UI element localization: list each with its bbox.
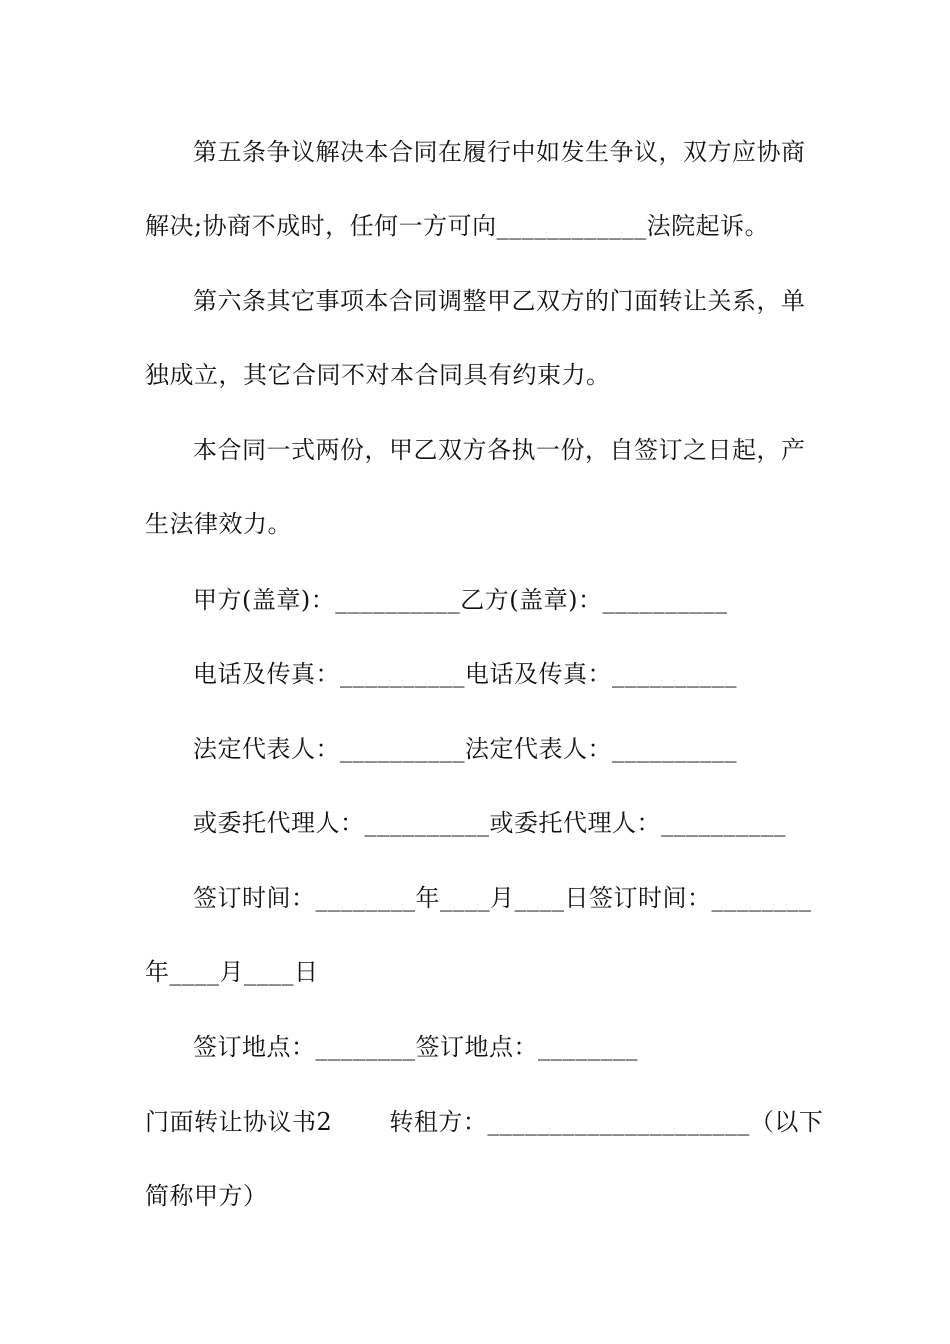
signing-date-line-1: 签订时间：________年____月____日签订时间：________ [193,884,812,912]
article-5-line-1: 第五条争议解决本合同在履行中如发生争议，双方应协商 [193,138,806,166]
party-seal-line: 甲方(盖章)：__________乙方(盖章)：__________ [193,586,728,614]
article-6-line-2: 独成立，其它合同不对本合同具有约束力。 [145,361,611,389]
copies-clause-line-2: 生法律效力。 [145,510,292,538]
signing-place-line: 签订地点：________签订地点：________ [193,1033,638,1061]
phone-fax-line: 电话及传真：__________电话及传真：__________ [193,660,737,688]
authorized-agent-line: 或委托代理人：__________或委托代理人：__________ [193,809,786,837]
copies-clause-line-1: 本合同一式两份，甲乙双方各执一份，自签订之日起，产 [193,436,806,464]
signing-date-line-2: 年____月____日 [145,958,319,986]
agreement-2-party-line: 简称甲方） [145,1182,268,1210]
legal-representative-line: 法定代表人：__________法定代表人：__________ [193,735,737,763]
article-6-line-1: 第六条其它事项本合同调整甲乙双方的门面转让关系，单 [193,287,806,315]
agreement-2-heading-line: 门面转让协议书2 转租方：_____________________（以下 [145,1108,824,1136]
article-5-line-2: 解决;协商不成时，任何一方可向____________法院起诉。 [145,212,770,240]
